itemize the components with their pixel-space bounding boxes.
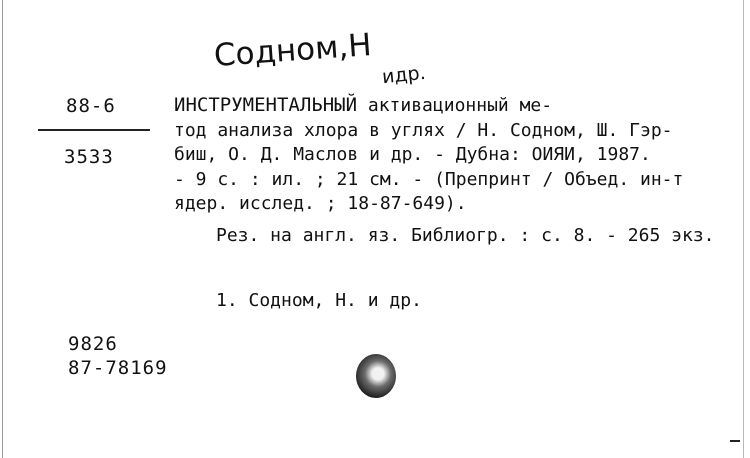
added-entry-tracing: 1. Содном, Н. и др. [216, 290, 422, 311]
handwritten-author-note: Содном,Н [212, 27, 373, 74]
entry-title-word: ИНСТРУМЕНТАЛЬНЫЙ [174, 94, 358, 116]
inventory-number-2: 87-78169 [68, 357, 168, 379]
call-number-divider [38, 129, 150, 131]
entry-line-1-rest: активационный ме- [357, 95, 553, 116]
entry-notes: Рез. на англ. яз. Библиогр. : с. 8. - 265 экз. [216, 225, 715, 246]
edge-mark [730, 440, 740, 442]
entry-line-3: биш, О. Д. Маслов и др. - Дубна: ОИЯИ, 1987. [174, 144, 651, 165]
inventory-number-1: 9826 [68, 333, 118, 355]
entry-line-1 [174, 93, 744, 119]
card-punch-hole [356, 354, 396, 398]
card-right-edge [743, 0, 744, 458]
bibliographic-entry [174, 93, 744, 217]
entry-line-2: тод анализа хлора в углях / Н. Содном, Ш. Гэр- [174, 119, 673, 141]
card-left-edge [2, 0, 3, 458]
entry-line-4: - 9 с. : ил. ; 21 см. - (Препринт / Объед. ин-т [174, 168, 684, 190]
call-number-top: 88-6 [66, 95, 116, 117]
entry-line-5: ядер. исслед. ; 18-87-649). [174, 193, 467, 214]
handwritten-addition: идр. [380, 61, 427, 89]
call-number-bottom: 3533 [64, 146, 114, 168]
